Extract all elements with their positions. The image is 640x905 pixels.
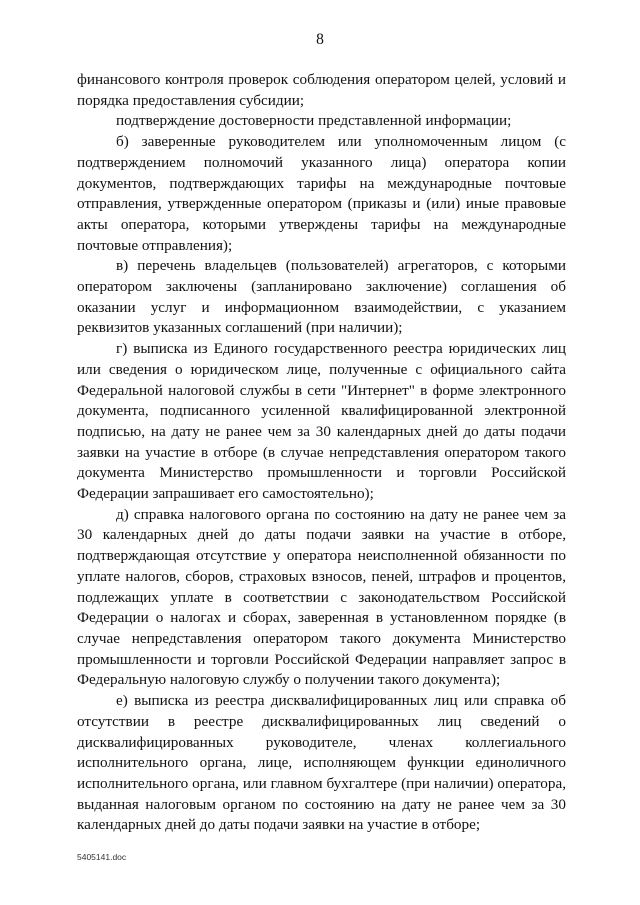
paragraph-info-confirmation: подтверждение достоверности представленной информации;	[116, 112, 512, 130]
paragraph-item-v: в) перечень владельцев (пользователей) агрегаторов, с которыми оператором заключены (запланировано заключение) соглашения об оказании услуг и информационном взаимодействии, с указанием реквизитов указанных соглашений (при наличии);	[77, 257, 566, 337]
paragraph-item-g: г) выписка из Единого государственного реестра юридических лиц или сведения о юридическом лице, полученные с официального сайта Федеральной налоговой службы в сети "Интернет" в форме электронного документа, подписанного усиленной квалифицированной электронной подписью, на дату не ранее чем за 30 календарных дней до даты подачи заявки на участие в отборе (в случае непредставления оператором такого документа Министерство промышленности и торговли Российской Федерации запрашивает его самостоятельно);	[77, 340, 566, 503]
paragraph-item-e: е) выписка из реестра дисквалифицированных лиц или справка об отсутствии в реестре дисквалифицированных лиц сведений о дисквалифицированных руководителе, членах коллегиального исполнительного органа, лице, исполняющем функции единоличного исполнительного органа, или главном бухгалтере (при наличии) оператора, выданная налоговым органом по состоянию на дату не ранее чем за 30 календарных дней до даты подачи заявки на участие в отборе;	[77, 692, 566, 834]
paragraph-subsidy-control: финансового контроля проверок соблюдения оператором целей, условий и порядка предоставления субсидии;	[77, 71, 566, 109]
document-footer-filename: 5405141.doc	[77, 852, 127, 862]
page-number: 8	[316, 31, 324, 48]
paragraph-item-d: д) справка налогового органа по состоянию на дату не ранее чем за 30 календарных дней до даты подачи заявки на участие в отборе, подтверждающая отсутствие у оператора неисполненной обязанности по уплате налогов, сборов, страховых взносов, пеней, штрафов и процентов, подлежащих уплате в соответствии с законодательством Российской Федерации о налогах и сборах, заверенная в установленном порядке (в случае непредставления оператором такого документа Министерство промышленности и торговли Российской Федерации направляет запрос в Федеральную налоговую службу о получении такого документа);	[77, 505, 566, 689]
paragraph-item-b: б) заверенные руководителем или уполномоченным лицом (с подтверждением полномочий указанного лица) оператора копии документов, подтверждающих тарифы на международные почтовые отправления, утвержденные оператором (приказы и (или) иные правовые акты оператора, которыми утверждены тарифы на международные почтовые отправления);	[77, 133, 566, 254]
document-body	[77, 70, 566, 836]
